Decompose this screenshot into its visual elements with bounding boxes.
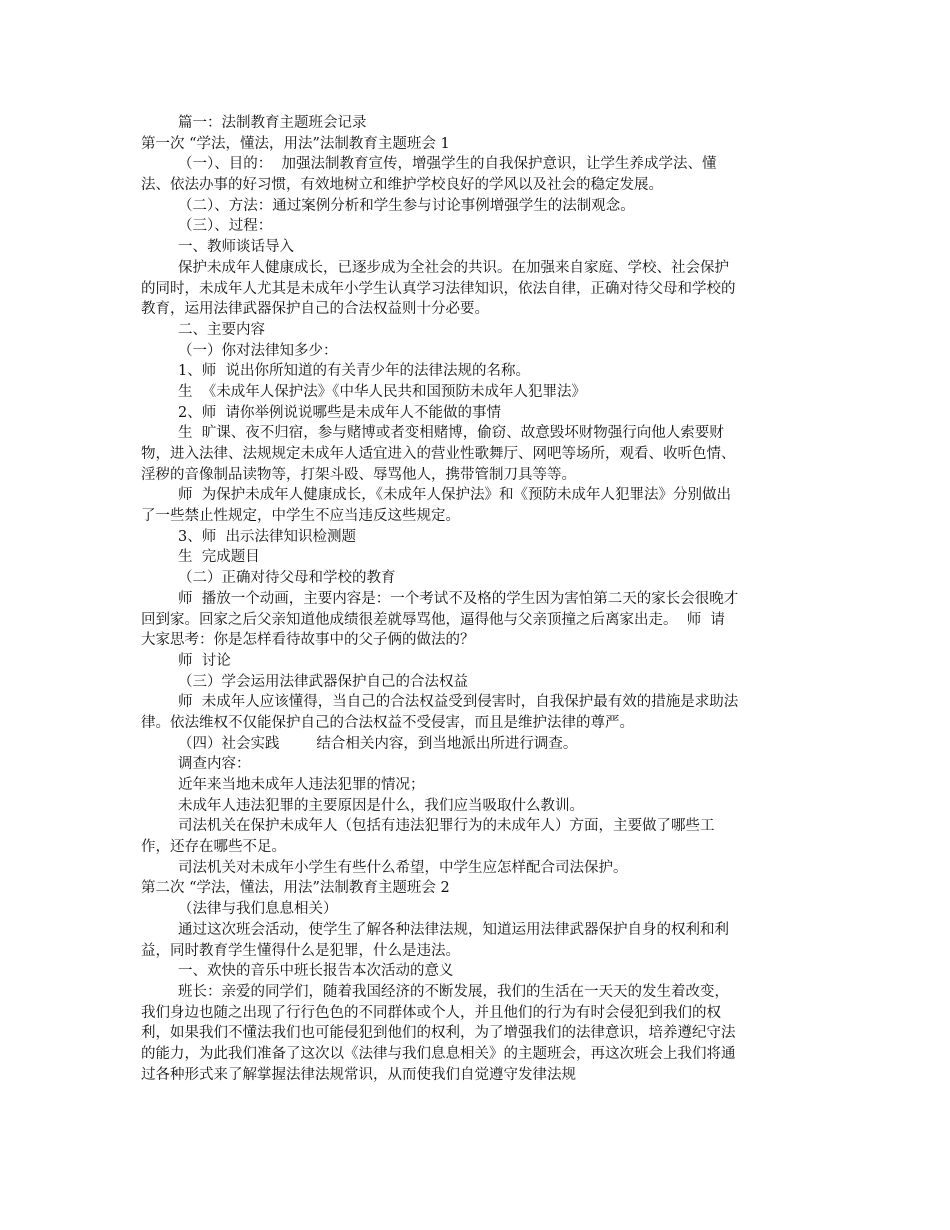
text-line: 律。依法维权不仅能保护自己的合法权益不受侵害，而且是维护法律的尊严。 (141, 714, 634, 731)
text-line: 物，进入法律、法规规定未成年人适宜进入的营业性歌舞厅、网吧等场所，观看、收听色情、 (141, 446, 736, 462)
text-line: 调查内容： (178, 756, 251, 773)
text-line: 淫秽的音像制品读物等，打架斗殴、辱骂他人，携带管制刀具等等。 (141, 466, 576, 483)
text-line: 第一次 “学法，懂法，用法”法制教育主题班会 1 (141, 135, 450, 152)
text-line: 教育，运用法律武器保护自己的合法权益则十分必要。 (141, 301, 489, 318)
text-line: 司法机关对未成年小学生有些什么希望，中学生应怎样配合司法保护。 (178, 859, 628, 876)
text-line: 2、师 请你举例说说哪些是未成年人不能做的事情 (178, 404, 501, 421)
text-line: 近年来当地未成年人违法犯罪的情况； (178, 777, 425, 793)
text-line: 生 旷课、夜不归宿，参与赌博或者变相赌博，偷窃、故意毁坏财物强行向他人索要财 (178, 425, 724, 442)
text-line: 法、依法办事的好习惯，有效地树立和维护学校良好的学风以及社会的稳定发展。 (141, 177, 663, 194)
text-line: 通过这次班会活动，使学生了解各种法律法规，知道运用法律武器保护自身的权利和利 (178, 921, 729, 938)
text-line: （一）你对法律知多少： (178, 342, 338, 359)
text-line: （一）、目的： 加强法制教育宣传，增强学生的自我保护意识，让学生养成学法、懂 (178, 156, 717, 173)
text-line: 的能力，为此我们准备了这次以《法律与我们息息相关》的主题班会，再这次班会上我们将通 (141, 1045, 736, 1062)
text-line: 大家思考：你是怎样看待故事中的父子俩的做法的？ (141, 632, 475, 649)
text-line: 生 完成题目 (178, 549, 260, 566)
text-line: （三）、过程： (178, 218, 273, 235)
text-line: 作，还存在哪些不足。 (141, 839, 286, 856)
text-line: 了一些禁止性规定，中学生不应当违反这些规定。 (141, 508, 460, 525)
text-line: 保护未成年人健康成长，已逐步成为全社会的共识。在加强来自家庭、学校、社会保护 (178, 259, 729, 276)
text-line: 的同时，未成年人尤其是未成年小学生认真学习法律知识，依法自律，正确对待父母和学校的 (141, 280, 736, 297)
text-line: 3、师 出示法律知识检测题 (178, 528, 356, 545)
text-line: 师 为保护未成年人健康成长，《未成年人保护法》和《预防未成年人犯罪法》分别做出 (178, 487, 731, 504)
text-line: 过各种形式来了解掌握法律法规常识，从而使我们自觉遵守发律法规 (141, 1066, 576, 1083)
text-line: （法律与我们息息相关） (178, 901, 338, 918)
text-line: （二）正确对待父母和学校的教育 (178, 570, 396, 587)
text-line: 益，同时教育学生懂得什么是犯罪，什么是违法。 (141, 942, 460, 959)
document-body (141, 113, 811, 1085)
text-line: 师 未成年人应该懂得，当自己的合法权益受到侵害时，自我保护最有效的措施是求助法 (178, 694, 739, 711)
text-line: 生 《未成年人保护法》《中华人民共和国预防未成年人犯罪法》 (178, 383, 586, 400)
text-line: 一、教师谈话导入 (178, 239, 294, 256)
text-line: 一、欢快的音乐中班长报告本次活动的意义 (178, 963, 454, 980)
text-line: 1、师 说出你所知道的有关青少年的法律法规的名称。 (178, 363, 530, 380)
text-line: 第二次 “学法，懂法，用法”法制教育主题班会 2 (141, 880, 450, 897)
text-line: 二、主要内容 (178, 321, 265, 338)
text-line: 我们身边也随之出现了行行色色的不同群体或个人，并且他们的行为有时会侵犯到我们的权 (141, 1004, 721, 1021)
text-line: （三）学会运用法律武器保护自己的合法权益 (178, 673, 468, 690)
text-line: 未成年人违法犯罪的主要原因是什么，我们应当吸取什么教训。 (178, 797, 584, 814)
text-line: 班长：亲爱的同学们，随着我国经济的不断发展，我们的生活在一天天的发生着改变， (178, 983, 729, 1000)
text-line: 司法机关在保护未成年人（包括有违法犯罪行为的未成年人）方面，主要做了哪些工 (178, 818, 715, 835)
text-line: 回到家。回家之后父亲知道他成绩很差就辱骂他，逼得他与父亲顶撞之后离家出走。 师 请 (141, 611, 725, 628)
text-line: 师 播放一个动画，主要内容是：一个考试不及格的学生因为害怕第二天的家长会很晚才 (178, 590, 739, 607)
text-line: 利，如果我们不懂法我们也可能侵犯到他们的权利，为了增强我们的法律意识，培养遵纪守法 (141, 1025, 736, 1042)
text-line: （四）社会实践 结合相关内容，到当地派出所进行调查。 (178, 735, 578, 752)
text-line: 师 讨论 (178, 652, 231, 669)
text-line: （二）、方法：通过案例分析和学生参与讨论事例增强学生的法制观念。 (178, 197, 635, 214)
text-line: 篇一：法制教育主题班会记录 (178, 115, 367, 131)
